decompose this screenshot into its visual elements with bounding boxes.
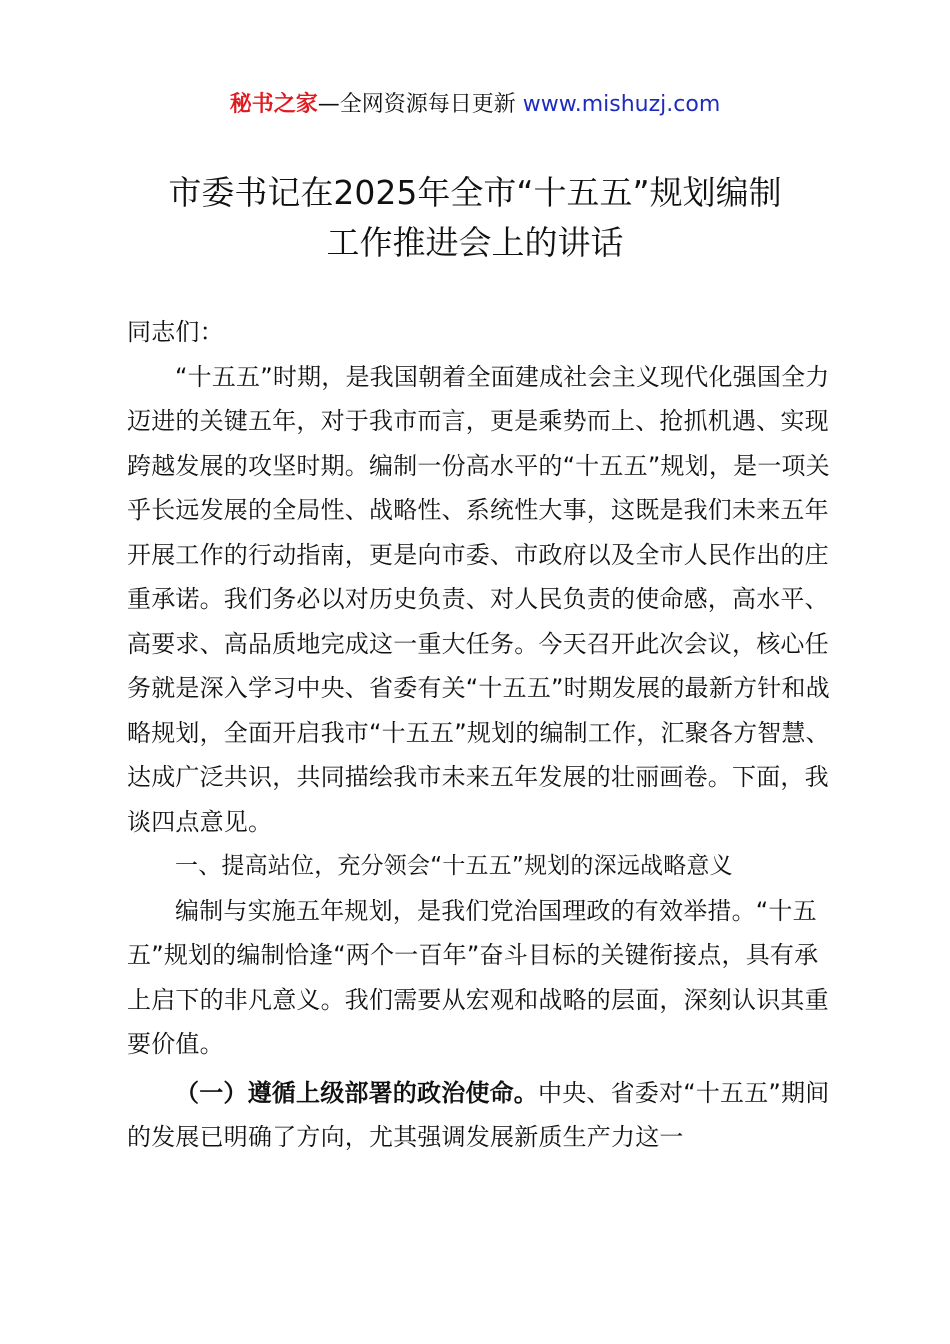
site-header [0,88,950,122]
document-body [127,310,833,1160]
paragraph-subsection-1 [127,1071,833,1160]
salutation: 同志们： [127,318,224,346]
header-slogan: —全网资源每日更新 [317,92,523,117]
paragraph-intro: “十五五”时期，是我国朝着全面建成社会主义现代化强国全力迈进的关键五年，对于我市而言，更是乘势而上、抢抓机遇、实现跨越发展的攻坚时期。编制一份高水平的“十五五”规划，是一项关乎长远发展的全局性、战略性、系统性大事，这既是我们未来五年开展工作的行动指南，更是向市委、市政府以及全市人民作出的庄重承诺。我们务必以对历史负责、对人民负责的使命感，高水平、高要求、高品质地完成这一重大任务。今天召开此次会议，核心任务就是深入学习中央、省委有关“十五五”时期发展的最新方针和战略规划，全面开启我市“十五五”规划的编制工作，汇聚各方智慧、达成广泛共识，共同描绘我市未来五年发展的壮丽画卷。下面，我谈四点意见。 [127,362,830,836]
document-title [0,168,950,268]
paragraph-section-1: 编制与实施五年规划，是我们党治国理政的有效举措。“十五五”规划的编制恰逢“两个一百年”奋斗目标的关键衔接点，具有承上启下的非凡意义。我们需要从宏观和战略的层面，深刻认识其重要价值。 [127,896,829,1058]
section-heading-1: 一、提高站位，充分领会“十五五”规划的深远战略意义 [175,853,733,879]
subsection-text-1: 中央、省委对“十五五”期间的发展已明确了方向，尤其强调发展新质生产力这一 [127,1078,830,1151]
title-line-1: 市委书记在2025年全市“十五五”规划编制 [168,173,782,212]
site-url-link[interactable]: www.mishuzj.com [522,92,721,117]
subsection-heading-1: （一）遵循上级部署的政治使命。 [175,1078,538,1107]
brand-name: 秘书之家 [229,92,318,117]
title-line-2: 工作推进会上的讲话 [326,223,624,262]
